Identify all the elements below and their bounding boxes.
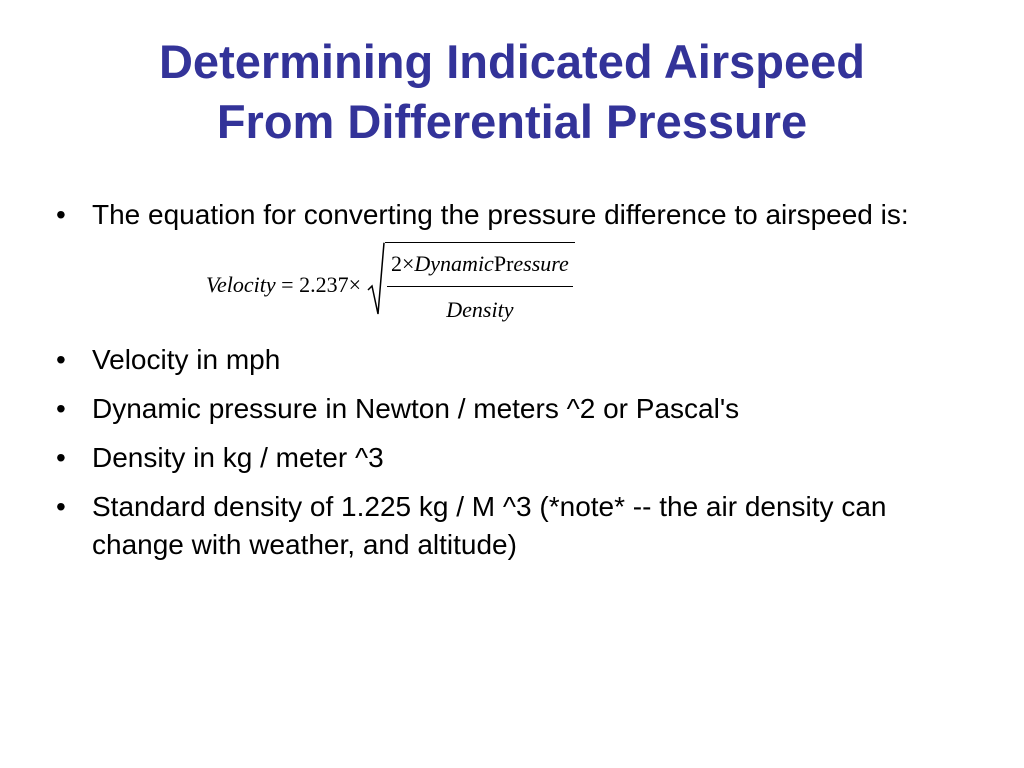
slide-title (0, 32, 1024, 152)
bullet-marker: • (56, 442, 66, 473)
airspeed-equation (206, 245, 575, 325)
fraction (385, 242, 575, 329)
formula-row (56, 245, 956, 331)
bullet-marker: • (56, 393, 66, 424)
bullet-marker: • (56, 344, 66, 375)
title-line-1: Determining Indicated Airspeed (158, 35, 865, 88)
bullet-item (56, 439, 956, 477)
num-times: × (401, 250, 415, 276)
fraction-numerator (387, 243, 573, 287)
fraction-denominator: Density (446, 296, 514, 322)
formula-velocity-var: Velocity (206, 272, 276, 297)
bullet-text: Velocity in mph (92, 344, 281, 375)
bullet-text: The equation for converting the pressure difference to airspeed is: (92, 199, 909, 230)
bullet-item (56, 196, 956, 234)
bullet-text: Standard density of 1.225 kg / M ^3 (*note* -- the air density can change with weather, and altitude) (92, 491, 887, 560)
bullet-marker: • (56, 491, 66, 522)
radical-sign-icon (367, 242, 385, 316)
num-pr: Pr (493, 250, 514, 276)
square-root (367, 242, 575, 329)
num-factor: 2 (390, 250, 402, 276)
title-line-2: From Differential Pressure (216, 95, 808, 148)
bullet-marker: • (56, 199, 66, 230)
formula-times: × (348, 272, 361, 297)
formula-coefficient: 2.237 (299, 272, 349, 297)
bullet-item (56, 390, 956, 428)
num-dynamic: Dynamic (414, 250, 494, 276)
formula-equals: = (275, 272, 300, 297)
bullet-list (56, 196, 956, 575)
bullet-item (56, 488, 956, 564)
bullet-item (56, 341, 956, 379)
bullet-text: Density in kg / meter ^3 (92, 442, 384, 473)
bullet-text: Dynamic pressure in Newton / meters ^2 or Pascal's (92, 393, 740, 424)
num-essure: essure (513, 250, 569, 276)
